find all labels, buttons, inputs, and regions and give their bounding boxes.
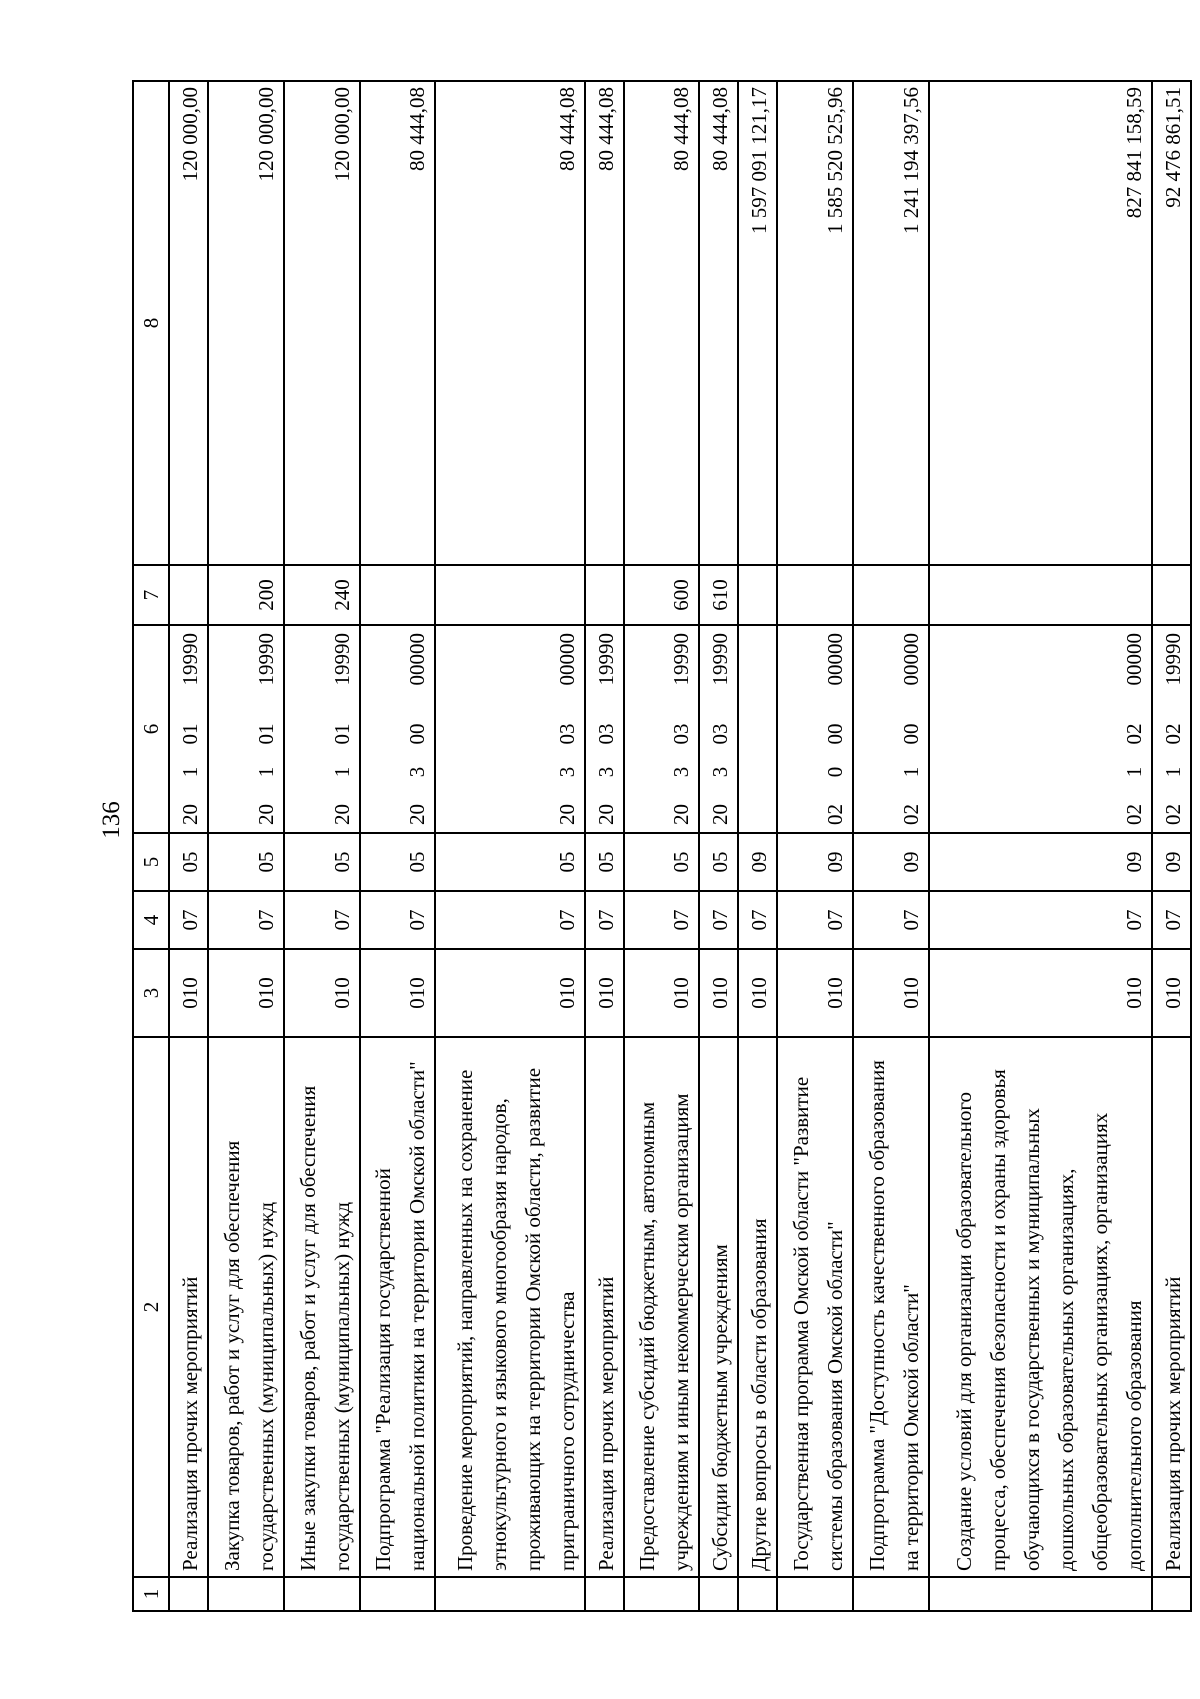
target-article-part-c: 00 bbox=[405, 723, 430, 745]
section-code-cell: 07 bbox=[284, 891, 360, 949]
target-article-cell bbox=[360, 625, 436, 833]
target-article-part-b: 3 bbox=[593, 766, 618, 778]
table-row bbox=[853, 81, 929, 1611]
admin-code-cell: 010 bbox=[1152, 949, 1191, 1037]
target-article-part-a: 20 bbox=[177, 804, 202, 825]
row-number-cell bbox=[853, 1577, 929, 1611]
subsection-code-cell: 09 bbox=[777, 833, 853, 891]
table-row bbox=[1152, 81, 1191, 1611]
table-row bbox=[929, 81, 1152, 1611]
target-article-part-d: 00000 bbox=[823, 633, 848, 686]
amount-cell: 92 476 861,51 bbox=[1152, 81, 1191, 565]
table-row bbox=[777, 81, 853, 1611]
description-cell: Подпрограмма "Доступность качественного образования на территории Омской области" bbox=[853, 1037, 929, 1577]
header-col-7: 7 bbox=[133, 565, 169, 625]
row-number-cell bbox=[929, 1577, 1152, 1611]
target-article-part-b: 1 bbox=[177, 766, 202, 778]
amount-cell: 1 585 520 525,96 bbox=[777, 81, 853, 565]
admin-code-cell: 010 bbox=[624, 949, 700, 1037]
description-cell: Предоставление субсидий бюджетным, автономным учреждениям и иным некоммерческим организациям bbox=[624, 1037, 700, 1577]
admin-code-cell: 010 bbox=[738, 949, 777, 1037]
row-number-cell bbox=[699, 1577, 738, 1611]
target-article-part-a: 02 bbox=[1161, 804, 1185, 825]
target-article-part-b: 1 bbox=[329, 766, 354, 778]
budget-table bbox=[132, 80, 1192, 1612]
description-cell: Государственная программа Омской области "Развитие системы образования Омской области" bbox=[777, 1037, 853, 1577]
amount-cell: 1 597 091 121,17 bbox=[738, 81, 777, 565]
section-code-cell: 07 bbox=[435, 891, 584, 949]
description-cell: Реализация прочих мероприятий bbox=[169, 1037, 208, 1577]
expense-type-cell bbox=[435, 565, 584, 625]
amount-cell: 120 000,00 bbox=[208, 81, 284, 565]
target-article-part-a: 20 bbox=[554, 804, 579, 825]
target-article-part-b: 3 bbox=[669, 766, 694, 778]
target-article-part-c: 00 bbox=[898, 723, 923, 745]
target-article-part-a: 02 bbox=[1121, 804, 1146, 825]
expense-type-cell bbox=[777, 565, 853, 625]
subsection-code-cell: 05 bbox=[699, 833, 738, 891]
row-number-cell bbox=[624, 1577, 700, 1611]
section-code-cell: 07 bbox=[853, 891, 929, 949]
header-col-5: 5 bbox=[133, 833, 169, 891]
expense-type-cell: 610 bbox=[699, 565, 738, 625]
description-cell: Подпрограмма "Реализация государственной национальной политики на территории Омской области" bbox=[360, 1037, 436, 1577]
row-number-cell bbox=[208, 1577, 284, 1611]
target-article-part-c: 02 bbox=[1161, 723, 1185, 745]
admin-code-cell: 010 bbox=[435, 949, 584, 1037]
expense-type-cell bbox=[929, 565, 1152, 625]
expense-type-cell: 200 bbox=[208, 565, 284, 625]
section-code-cell: 07 bbox=[738, 891, 777, 949]
target-article-part-d: 00000 bbox=[405, 633, 430, 686]
table-row bbox=[435, 81, 584, 1611]
target-article-cell bbox=[585, 625, 624, 833]
table-row bbox=[624, 81, 700, 1611]
target-article-part-c: 03 bbox=[593, 723, 618, 745]
expense-type-cell bbox=[169, 565, 208, 625]
header-col-8: 8 bbox=[133, 81, 169, 565]
target-article-part-d: 19990 bbox=[593, 633, 618, 686]
subsection-code-cell: 09 bbox=[1152, 833, 1191, 891]
section-code-cell: 07 bbox=[208, 891, 284, 949]
target-article-part-c: 03 bbox=[669, 723, 694, 745]
subsection-code-cell: 05 bbox=[360, 833, 436, 891]
subsection-code-cell: 05 bbox=[435, 833, 584, 891]
table-row bbox=[360, 81, 436, 1611]
subsection-code-cell: 05 bbox=[624, 833, 700, 891]
header-col-2: 2 bbox=[133, 1037, 169, 1577]
subsection-code-cell: 05 bbox=[585, 833, 624, 891]
admin-code-cell: 010 bbox=[585, 949, 624, 1037]
target-article-part-b: 3 bbox=[405, 766, 430, 778]
target-article-part-a: 20 bbox=[708, 804, 733, 825]
expense-type-cell bbox=[585, 565, 624, 625]
admin-code-cell: 010 bbox=[208, 949, 284, 1037]
admin-code-cell: 010 bbox=[699, 949, 738, 1037]
target-article-part-d: 19990 bbox=[1161, 633, 1185, 686]
section-code-cell: 07 bbox=[777, 891, 853, 949]
table-row bbox=[208, 81, 284, 1611]
subsection-code-cell: 09 bbox=[929, 833, 1152, 891]
target-article-part-c: 01 bbox=[253, 723, 278, 745]
target-article-part-d: 19990 bbox=[708, 633, 733, 686]
description-cell: Реализация прочих мероприятий bbox=[1152, 1037, 1191, 1577]
subsection-code-cell: 05 bbox=[208, 833, 284, 891]
amount-cell: 120 000,00 bbox=[169, 81, 208, 565]
target-article-cell bbox=[284, 625, 360, 833]
page-number: 136 bbox=[98, 801, 125, 839]
section-code-cell: 07 bbox=[929, 891, 1152, 949]
header-col-4: 4 bbox=[133, 891, 169, 949]
target-article-cell bbox=[208, 625, 284, 833]
target-article-part-b: 1 bbox=[1121, 766, 1146, 778]
target-article-part-c: 03 bbox=[554, 723, 579, 745]
target-article-part-d: 00000 bbox=[1121, 633, 1146, 686]
target-article-part-d: 19990 bbox=[329, 633, 354, 686]
target-article-part-d: 19990 bbox=[669, 633, 694, 686]
table-row bbox=[585, 81, 624, 1611]
target-article-cell bbox=[169, 625, 208, 833]
expense-type-cell bbox=[738, 565, 777, 625]
section-code-cell: 07 bbox=[1152, 891, 1191, 949]
target-article-part-a: 20 bbox=[593, 804, 618, 825]
admin-code-cell: 010 bbox=[929, 949, 1152, 1037]
target-article-part-a: 02 bbox=[898, 804, 923, 825]
row-number-cell bbox=[1152, 1577, 1191, 1611]
subsection-code-cell: 05 bbox=[284, 833, 360, 891]
admin-code-cell: 010 bbox=[169, 949, 208, 1037]
amount-cell: 80 444,08 bbox=[624, 81, 700, 565]
target-article-part-d: 19990 bbox=[253, 633, 278, 686]
expense-type-cell bbox=[360, 565, 436, 625]
target-article-part-c: 01 bbox=[329, 723, 354, 745]
target-article-cell bbox=[624, 625, 700, 833]
target-article-part-d: 19990 bbox=[177, 633, 202, 686]
table-row bbox=[738, 81, 777, 1611]
header-col-6: 6 bbox=[133, 625, 169, 833]
row-number-cell bbox=[738, 1577, 777, 1611]
subsection-code-cell: 09 bbox=[853, 833, 929, 891]
target-article-part-a: 20 bbox=[669, 804, 694, 825]
amount-cell: 1 241 194 397,56 bbox=[853, 81, 929, 565]
target-article-part-a: 02 bbox=[823, 804, 848, 825]
target-article-part-b: 1 bbox=[1161, 766, 1185, 778]
subsection-code-cell: 05 bbox=[169, 833, 208, 891]
description-cell: Реализация прочих мероприятий bbox=[585, 1037, 624, 1577]
section-code-cell: 07 bbox=[699, 891, 738, 949]
target-article-part-c: 02 bbox=[1121, 723, 1146, 745]
target-article-cell bbox=[699, 625, 738, 833]
target-article-part-d: 00000 bbox=[554, 633, 579, 686]
target-article-part-c: 00 bbox=[823, 723, 848, 745]
admin-code-cell: 010 bbox=[853, 949, 929, 1037]
target-article-part-d: 00000 bbox=[898, 633, 923, 686]
section-code-cell: 07 bbox=[169, 891, 208, 949]
row-number-cell bbox=[435, 1577, 584, 1611]
header-col-3: 3 bbox=[133, 949, 169, 1037]
expense-type-cell: 600 bbox=[624, 565, 700, 625]
section-code-cell: 07 bbox=[360, 891, 436, 949]
target-article-cell bbox=[738, 625, 777, 833]
expense-type-cell bbox=[853, 565, 929, 625]
amount-cell: 120 000,00 bbox=[284, 81, 360, 565]
table-row bbox=[699, 81, 738, 1611]
row-number-cell bbox=[777, 1577, 853, 1611]
expense-type-cell: 240 bbox=[284, 565, 360, 625]
amount-cell: 80 444,08 bbox=[435, 81, 584, 565]
target-article-part-b: 0 bbox=[823, 766, 848, 778]
header-row bbox=[133, 81, 169, 1611]
target-article-part-a: 20 bbox=[253, 804, 278, 825]
table-row bbox=[284, 81, 360, 1611]
description-cell: Субсидии бюджетным учреждениям bbox=[699, 1037, 738, 1577]
target-article-cell bbox=[1152, 625, 1191, 833]
amount-cell: 827 841 158,59 bbox=[929, 81, 1152, 565]
target-article-part-b: 3 bbox=[708, 766, 733, 778]
target-article-part-b: 1 bbox=[253, 766, 278, 778]
target-article-part-c: 03 bbox=[708, 723, 733, 745]
description-cell: Закупка товаров, работ и услуг для обеспечения государственных (муниципальных) нужд bbox=[208, 1037, 284, 1577]
target-article-cell bbox=[777, 625, 853, 833]
target-article-part-b: 1 bbox=[898, 766, 923, 778]
amount-cell: 80 444,08 bbox=[699, 81, 738, 565]
admin-code-cell: 010 bbox=[284, 949, 360, 1037]
header-col-1: 1 bbox=[133, 1577, 169, 1611]
description-cell: Другие вопросы в области образования bbox=[738, 1037, 777, 1577]
admin-code-cell: 010 bbox=[777, 949, 853, 1037]
target-article-cell bbox=[929, 625, 1152, 833]
description-cell: Создание условий для организации образовательного процесса, обеспечения безопасности и охраны здоровья обучающихся в государственных и муниципальных дошкольных образовательных организациях, общеобразовательных организациях, организациях дополнительного образования bbox=[929, 1037, 1152, 1577]
row-number-cell bbox=[284, 1577, 360, 1611]
row-number-cell bbox=[169, 1577, 208, 1611]
target-article-part-a: 20 bbox=[405, 804, 430, 825]
description-cell: Проведение мероприятий, направленных на сохранение этнокультурного и языкового многообразия народов, проживающих на территории Омской области, развитие приграничного сотрудничества bbox=[435, 1037, 584, 1577]
description-cell: Иные закупки товаров, работ и услуг для обеспечения государственных (муниципальных) нужд bbox=[284, 1037, 360, 1577]
table-row bbox=[169, 81, 208, 1611]
section-code-cell: 07 bbox=[624, 891, 700, 949]
amount-cell: 80 444,08 bbox=[585, 81, 624, 565]
target-article-part-c: 01 bbox=[177, 723, 202, 745]
section-code-cell: 07 bbox=[585, 891, 624, 949]
subsection-code-cell: 09 bbox=[738, 833, 777, 891]
target-article-part-a: 20 bbox=[329, 804, 354, 825]
row-number-cell bbox=[360, 1577, 436, 1611]
admin-code-cell: 010 bbox=[360, 949, 436, 1037]
target-article-part-b: 3 bbox=[554, 766, 579, 778]
row-number-cell bbox=[585, 1577, 624, 1611]
target-article-cell bbox=[853, 625, 929, 833]
budget-table-sheet bbox=[132, 82, 1192, 1612]
amount-cell: 80 444,08 bbox=[360, 81, 436, 565]
target-article-cell bbox=[435, 625, 584, 833]
expense-type-cell bbox=[1152, 565, 1191, 625]
